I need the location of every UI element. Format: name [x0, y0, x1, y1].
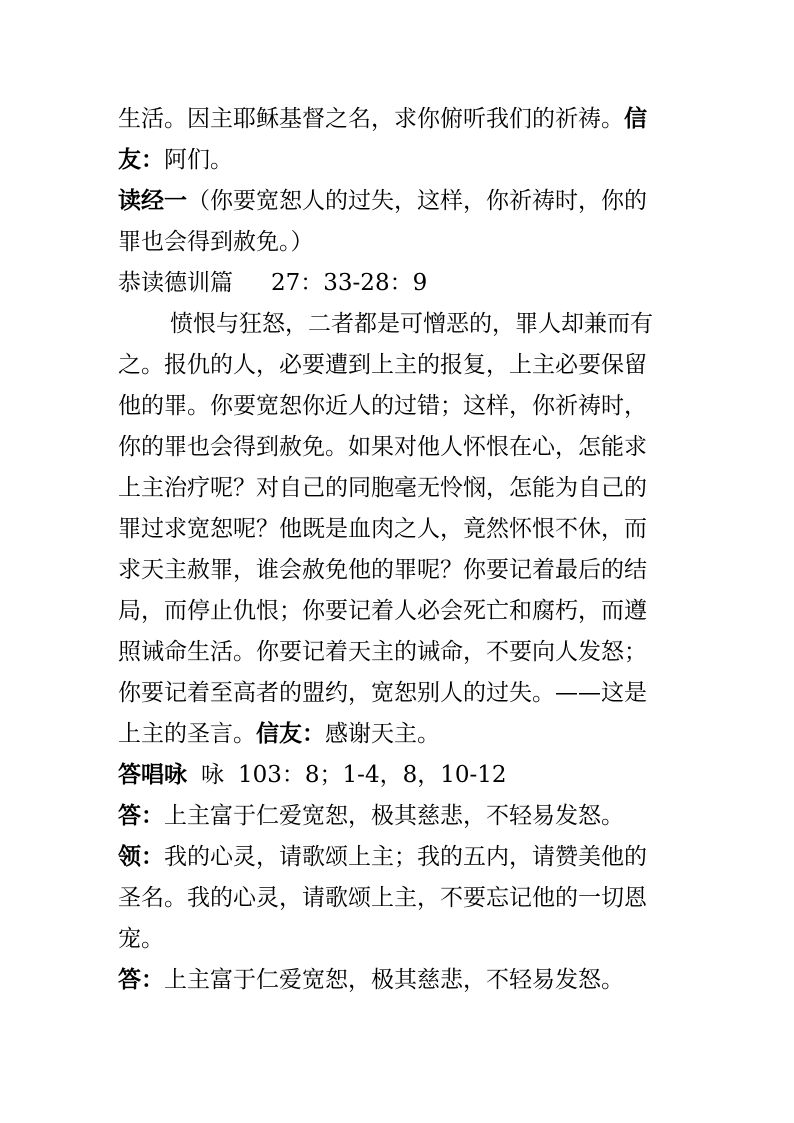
response-label: 答： [118, 803, 164, 829]
text-span: 上主的圣言。 [118, 721, 256, 747]
text-span: 照诫命生活。你要记着天主的诫命，不要向人发怒； [118, 639, 647, 665]
text-line [118, 432, 678, 462]
response-text: 上主富于仁爱宽恕，极其慈悲，不轻易发怒。 [164, 967, 624, 993]
response-line [118, 965, 678, 995]
text-line [118, 104, 678, 134]
leader-text: 宠。 [118, 926, 164, 952]
text-line [118, 719, 678, 749]
leader-text: 圣名。我的心灵，请歌颂上主，不要忘记他的一切恩 [118, 885, 647, 911]
text-line [118, 883, 678, 913]
reading-book: 恭读德训篇 [118, 270, 233, 296]
text-line [118, 514, 678, 544]
psalm-abbrev: 咏 [201, 762, 224, 788]
first-reading-heading: 读经一 [118, 188, 187, 214]
congregation-label: 信友： [256, 721, 325, 747]
text-line [170, 309, 730, 339]
text-span: 之。报仇的人，必要遭到上主的报复，上主必要保留 [118, 352, 647, 378]
response-label: 答： [118, 967, 164, 993]
text-span: 生活。因主耶稣基督之名，求你俯听我们的祈祷。 [118, 106, 624, 132]
text-span: 感谢天主。 [325, 721, 440, 747]
text-line [118, 145, 678, 175]
psalm-reference: 103：8；1-4，8，10-12 [238, 762, 507, 788]
text-span: 求天主赦罪，谁会赦免他的罪呢？你要记着最后的结 [118, 557, 647, 583]
text-line [118, 637, 678, 667]
response-text: 上主富于仁爱宽恕，极其慈悲，不轻易发怒。 [164, 803, 624, 829]
text-span: 你的罪也会得到赦免。如果对他人怀恨在心，怎能求 [118, 434, 647, 460]
text-line [118, 227, 678, 257]
text-line [118, 924, 678, 954]
psalm-heading-line [118, 760, 678, 790]
text-line [118, 473, 678, 503]
responsorial-psalm-heading: 答唱咏 [118, 762, 187, 788]
text-span: 阿们。 [164, 147, 233, 173]
text-span: 他的罪。你要宽恕你近人的过错；这样，你祈祷时， [118, 393, 647, 419]
leader-text: 我的心灵，请歌颂上主；我的五内，请赞美他的 [164, 844, 647, 870]
text-span: 愤恨与狂怒，二者都是可憎恶的，罪人却兼而有 [170, 311, 653, 337]
leader-label: 领： [118, 844, 164, 870]
congregation-label: 友： [118, 147, 164, 173]
text-span: 局，而停止仇恨；你要记着人必会死亡和腐朽，而遵 [118, 598, 647, 624]
leader-line [118, 842, 678, 872]
reading-summary: 罪也会得到赦免。） [118, 229, 314, 255]
reading-summary: （你要宽恕人的过失，这样，你祈祷时，你的 [187, 188, 647, 214]
reading-heading-line [118, 186, 678, 216]
text-line [118, 596, 678, 626]
reading-reference: 27：33-28：9 [271, 270, 428, 296]
text-line [118, 350, 678, 380]
text-line [118, 555, 678, 585]
congregation-label: 信 [624, 106, 647, 132]
reading-source-line [118, 268, 678, 298]
text-span: 罪过求宽恕呢？他既是血肉之人，竟然怀恨不休，而 [118, 516, 647, 542]
text-line [118, 391, 678, 421]
text-span: 上主治疗呢？对自己的同胞毫无怜悯，怎能为自己的 [118, 475, 647, 501]
text-span: 你要记着至高者的盟约，宽恕别人的过失。——这是 [118, 680, 647, 706]
text-line [118, 678, 678, 708]
response-line [118, 801, 678, 831]
